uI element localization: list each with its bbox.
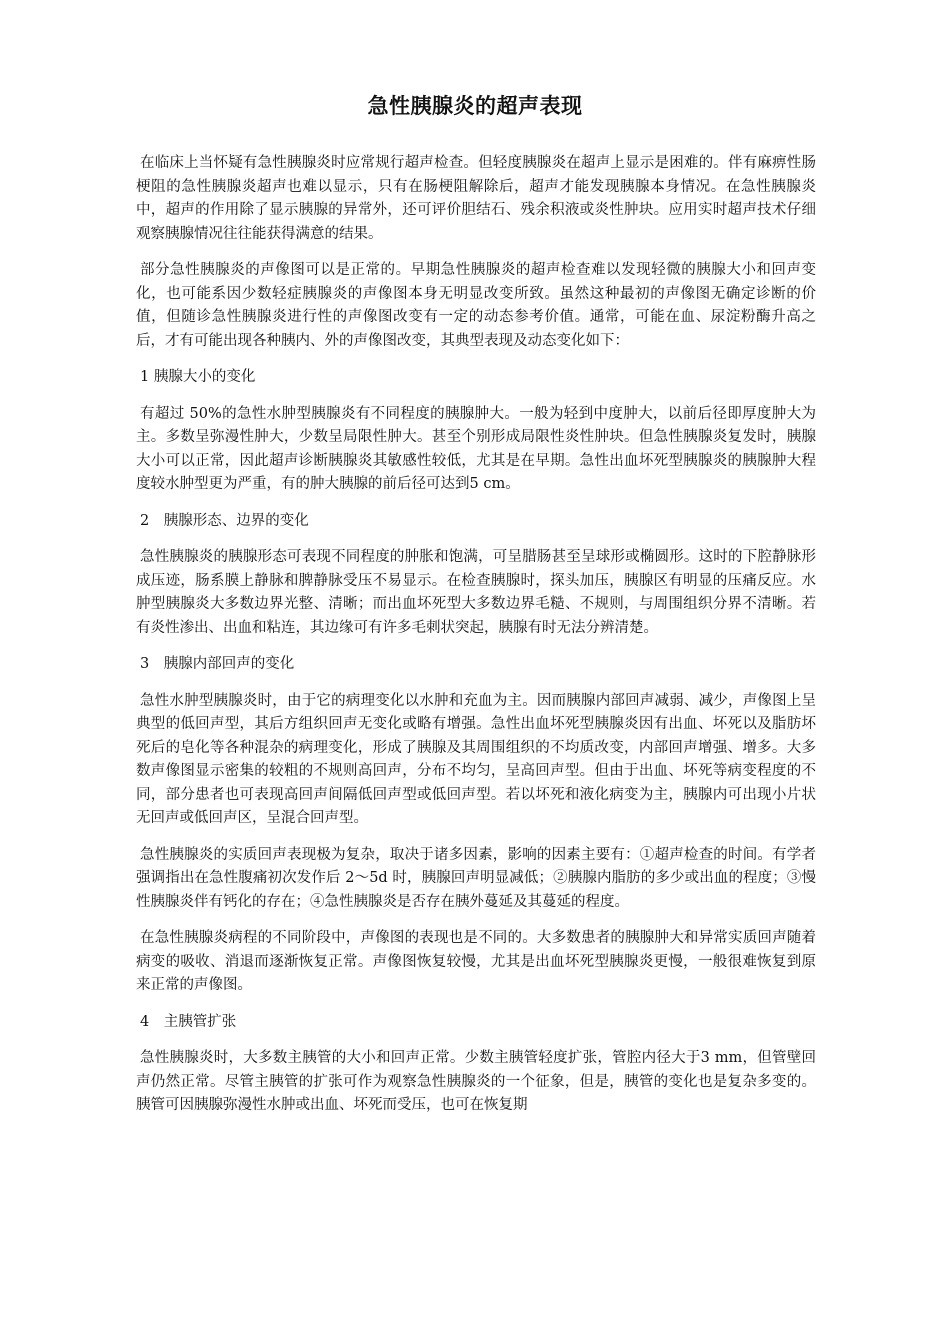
echo-paragraph: 急性水肿型胰腺炎时，由于它的病理变化以水肿和充血为主。因而胰腺内部回声减弱、减少，声像图上呈典型的低回声型，其后方组织回声无变化或略有增强。急性出血坏死型胰腺炎因有出血、坏死以及脂肪坏死后的皂化等各种混杂的病理变化，形成了胰腺及其周围组织的不均质改变，内部回声增强、增多。大多数声像图显示密集的较粗的不规则高回声，分布不均匀，呈高回声型。但由于出血、坏死等病变程度的不同，部分患者也可表现高回声间隔低回声型或低回声型。若以坏死和液化病变为主，胰腺内可出现小片状无回声或低回声区，呈混合回声型。	[136, 692, 816, 826]
intro-paragraph: 在临床上当怀疑有急性胰腺炎时应常规行超声检查。但轻度胰腺炎在超声上显示是困难的。伴有麻痹性肠梗阻的急性胰腺炎超声也难以显示，只有在肠梗阻解除后，超声才能发现胰腺本身情况。在急性胰腺炎中，超声的作用除了显示胰腺的异常外，还可评价胆结石、残余积液或炎性肿块。应用实时超声技术仔细观察胰腺情况往往能获得满意的结果。	[136, 155, 816, 242]
duct-paragraph: 急性胰腺炎时，大多数主胰管的大小和回声正常。少数主胰管轻度扩张，管腔内径大于3 mm，但管壁回声仍然正常。尽管主胰管的扩张可作为观察急性胰腺炎的一个征象，但是，胰管的变化也是复杂多变的。胰管可因胰腺弥漫性水肿或出血、坏死而受压，也可在恢复期	[136, 1050, 816, 1113]
size-paragraph: 有超过 50%的急性水肿型胰腺炎有不同程度的胰腺肿大。一般为轻到中度肿大，以前后径即厚度肿大为主。多数呈弥漫性肿大，少数呈局限性肿大。甚至个别形成局限性炎性肿块。但急性胰腺炎复发时，胰腺大小可以正常，因此超声诊断胰腺炎其敏感性较低，尤其是在早期。急性出血坏死型胰腺炎的胰腺肿大程度较水肿型更为严重，有的肿大胰腺的前后径可达到5 cm。	[136, 405, 816, 492]
section-heading-duct: 4 主胰管扩张	[140, 1013, 237, 1030]
document-body	[136, 152, 816, 1131]
section-heading-size: 1 胰腺大小的变化	[140, 369, 256, 385]
section-heading-shape: 2 胰腺形态、边界的变化	[140, 512, 309, 529]
document-title: 急性胰腺炎的超声表现	[367, 93, 583, 118]
course-paragraph: 在急性胰腺炎病程的不同阶段中，声像图的表现也是不同的。大多数患者的胰腺肿大和异常实质回声随着病变的吸收、消退而逐渐恢复正常。声像图恢复较慢，尤其是出血坏死型胰腺炎更慢，一般很难恢复到原来正常的声像图。	[136, 930, 816, 993]
overview-paragraph: 部分急性胰腺炎的声像图可以是正常的。早期急性胰腺炎的超声检查难以发现轻微的胰腺大小和回声变化，也可能系因少数轻症胰腺炎的声像图本身无明显改变所致。虽然这种最初的声像图无确定诊断的价值，但随诊急性胰腺炎进行性的声像图改变有一定的动态参考价值。通常，可能在血、尿淀粉酶升高之后，才有可能出现各种胰内、外的声像图改变，其典型表现及动态变化如下：	[136, 262, 816, 349]
section-heading-echo: 3 胰腺内部回声的变化	[140, 656, 295, 672]
shape-paragraph: 急性胰腺炎的胰腺形态可表现不同程度的肿胀和饱满，可呈腊肠甚至呈球形或椭圆形。这时的下腔静脉形成压迹，肠系膜上静脉和脾静脉受压不易显示。在检查胰腺时，探头加压，胰腺区有明显的压痛反应。水肿型胰腺炎大多数边界光整、清晰；而出血坏死型大多数边界毛糙、不规则，与周围组织分界不清晰。若有炎性渗出、出血和粘连，其边缘可有许多毛刺状突起，胰腺有时无法分辨清楚。	[136, 549, 816, 636]
echo-factors-paragraph: 急性胰腺炎的实质回声表现极为复杂，取决于诸多因素，影响的因素主要有：①超声检查的时间。有学者强调指出在急性腹痛初次发作后 2～5d 时，胰腺回声明显减低；②胰腺内脂肪的多少或出血的程度；③慢性胰腺炎伴有钙化的存在；④急性胰腺炎是否存在胰外蔓延及其蔓延的程度。	[136, 846, 816, 910]
